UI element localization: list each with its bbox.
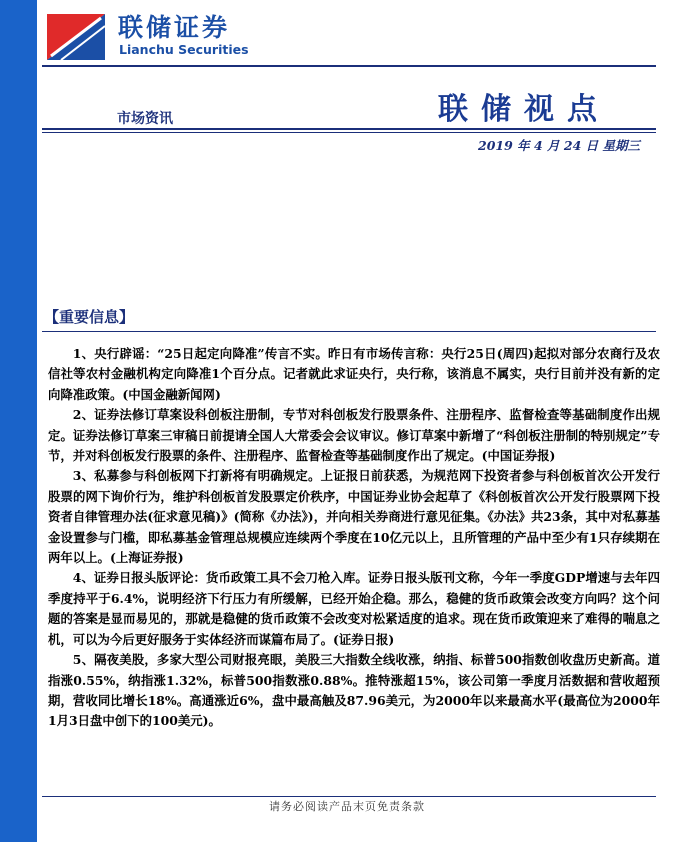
report-date: 2019 年 4 月 24 日 星期三 [478,138,640,153]
news-list [48,344,660,732]
footer-disclaimer: 请务必阅读产品末页免责条款 [269,800,425,813]
lianchu-logo-icon [47,14,105,60]
header-divider [42,65,656,67]
footer-divider [42,796,656,797]
title-divider [42,128,656,130]
news-item: 2、证券法修订草案设科创板注册制，专节对科创板发行股票条件、注册程序、监督检查等基础制度作出规定。证券法修订草案三审稿日前提请全国人大常委会会议审议。修订草案中新增了“科创板注册制的特别规定”专节，并对科创板发行股票的条件、注册程序、监督检查等基础制度作出了规定。(中国证券报) [48,407,660,464]
heading-divider [42,331,656,332]
important-info-heading: 【重要信息】 [44,308,135,326]
news-item: 5、隔夜美股，多家大型公司财报亮眼，美股三大指数全线收涨，纳指、标普500指数创收盘历史新高。道指涨0.55%，纳指涨1.32%，标普500指数涨0.88%。推特涨超15%，该公司第一季度月活数据和营收超预期，营收同比增长18%。高通涨近6%，盘中最高触及87.96美元，为2000年以来最高水平(最高位为2000年1月3日盘中创下的100美元)。 [48,652,660,729]
news-item: 3、私募参与科创板网下打新将有明确规定。上证报日前获悉，为规范网下投资者参与科创板首次公开发行股票的网下询价行为，维护科创板首发股票定价秩序，中国证券业协会起草了《科创板首次公开发行股票网下投资者自律管理办法(征求意见稿)》(简称《办法》)，并向相关券商进行意见征集。《办法》共23条，其中对私募基金设置参与门槛，即私募基金管理总规模应连续两个季度在10亿元以上，且所管理的产品中至少有1只存续期在两年以上。(上海证券报) [48,468,660,566]
company-name-en: Lianchu Securities [119,42,249,57]
news-item: 4、证券日报头版评论：货币政策工具不会刀枪入库。证券日报头版刊文称，今年一季度GDP增速与去年四季度持平于6.4%，说明经济下行压力有所缓解，已经开始企稳。那么，稳健的货币政策会改变方向吗？这个问题的答案是显而易见的，那就是稳健的货币政策不会改变对松紧适度的追求。现在货币政策迎来了难得的喘息之机，可以为今后更好服务于实体经济而谋篇布局了。(证券日报) [48,570,660,647]
left-color-bar [0,0,37,842]
company-name-cn: 联储证券 [118,13,231,42]
section-tag: 市场资讯 [117,111,173,127]
report-brand-title: 联储视点 [438,92,610,127]
title-divider-thin [42,132,656,133]
news-item: 1、央行辟谣：“25日起定向降准”传言不实。昨日有市场传言称：央行25日(周四)起拟对部分农商行及农信社等农村金融机构定向降准1个百分点。记者就此求证央行，央行称，该消息不属实，央行目前并没有新的定向降准政策。(中国金融新闻网) [48,346,660,402]
